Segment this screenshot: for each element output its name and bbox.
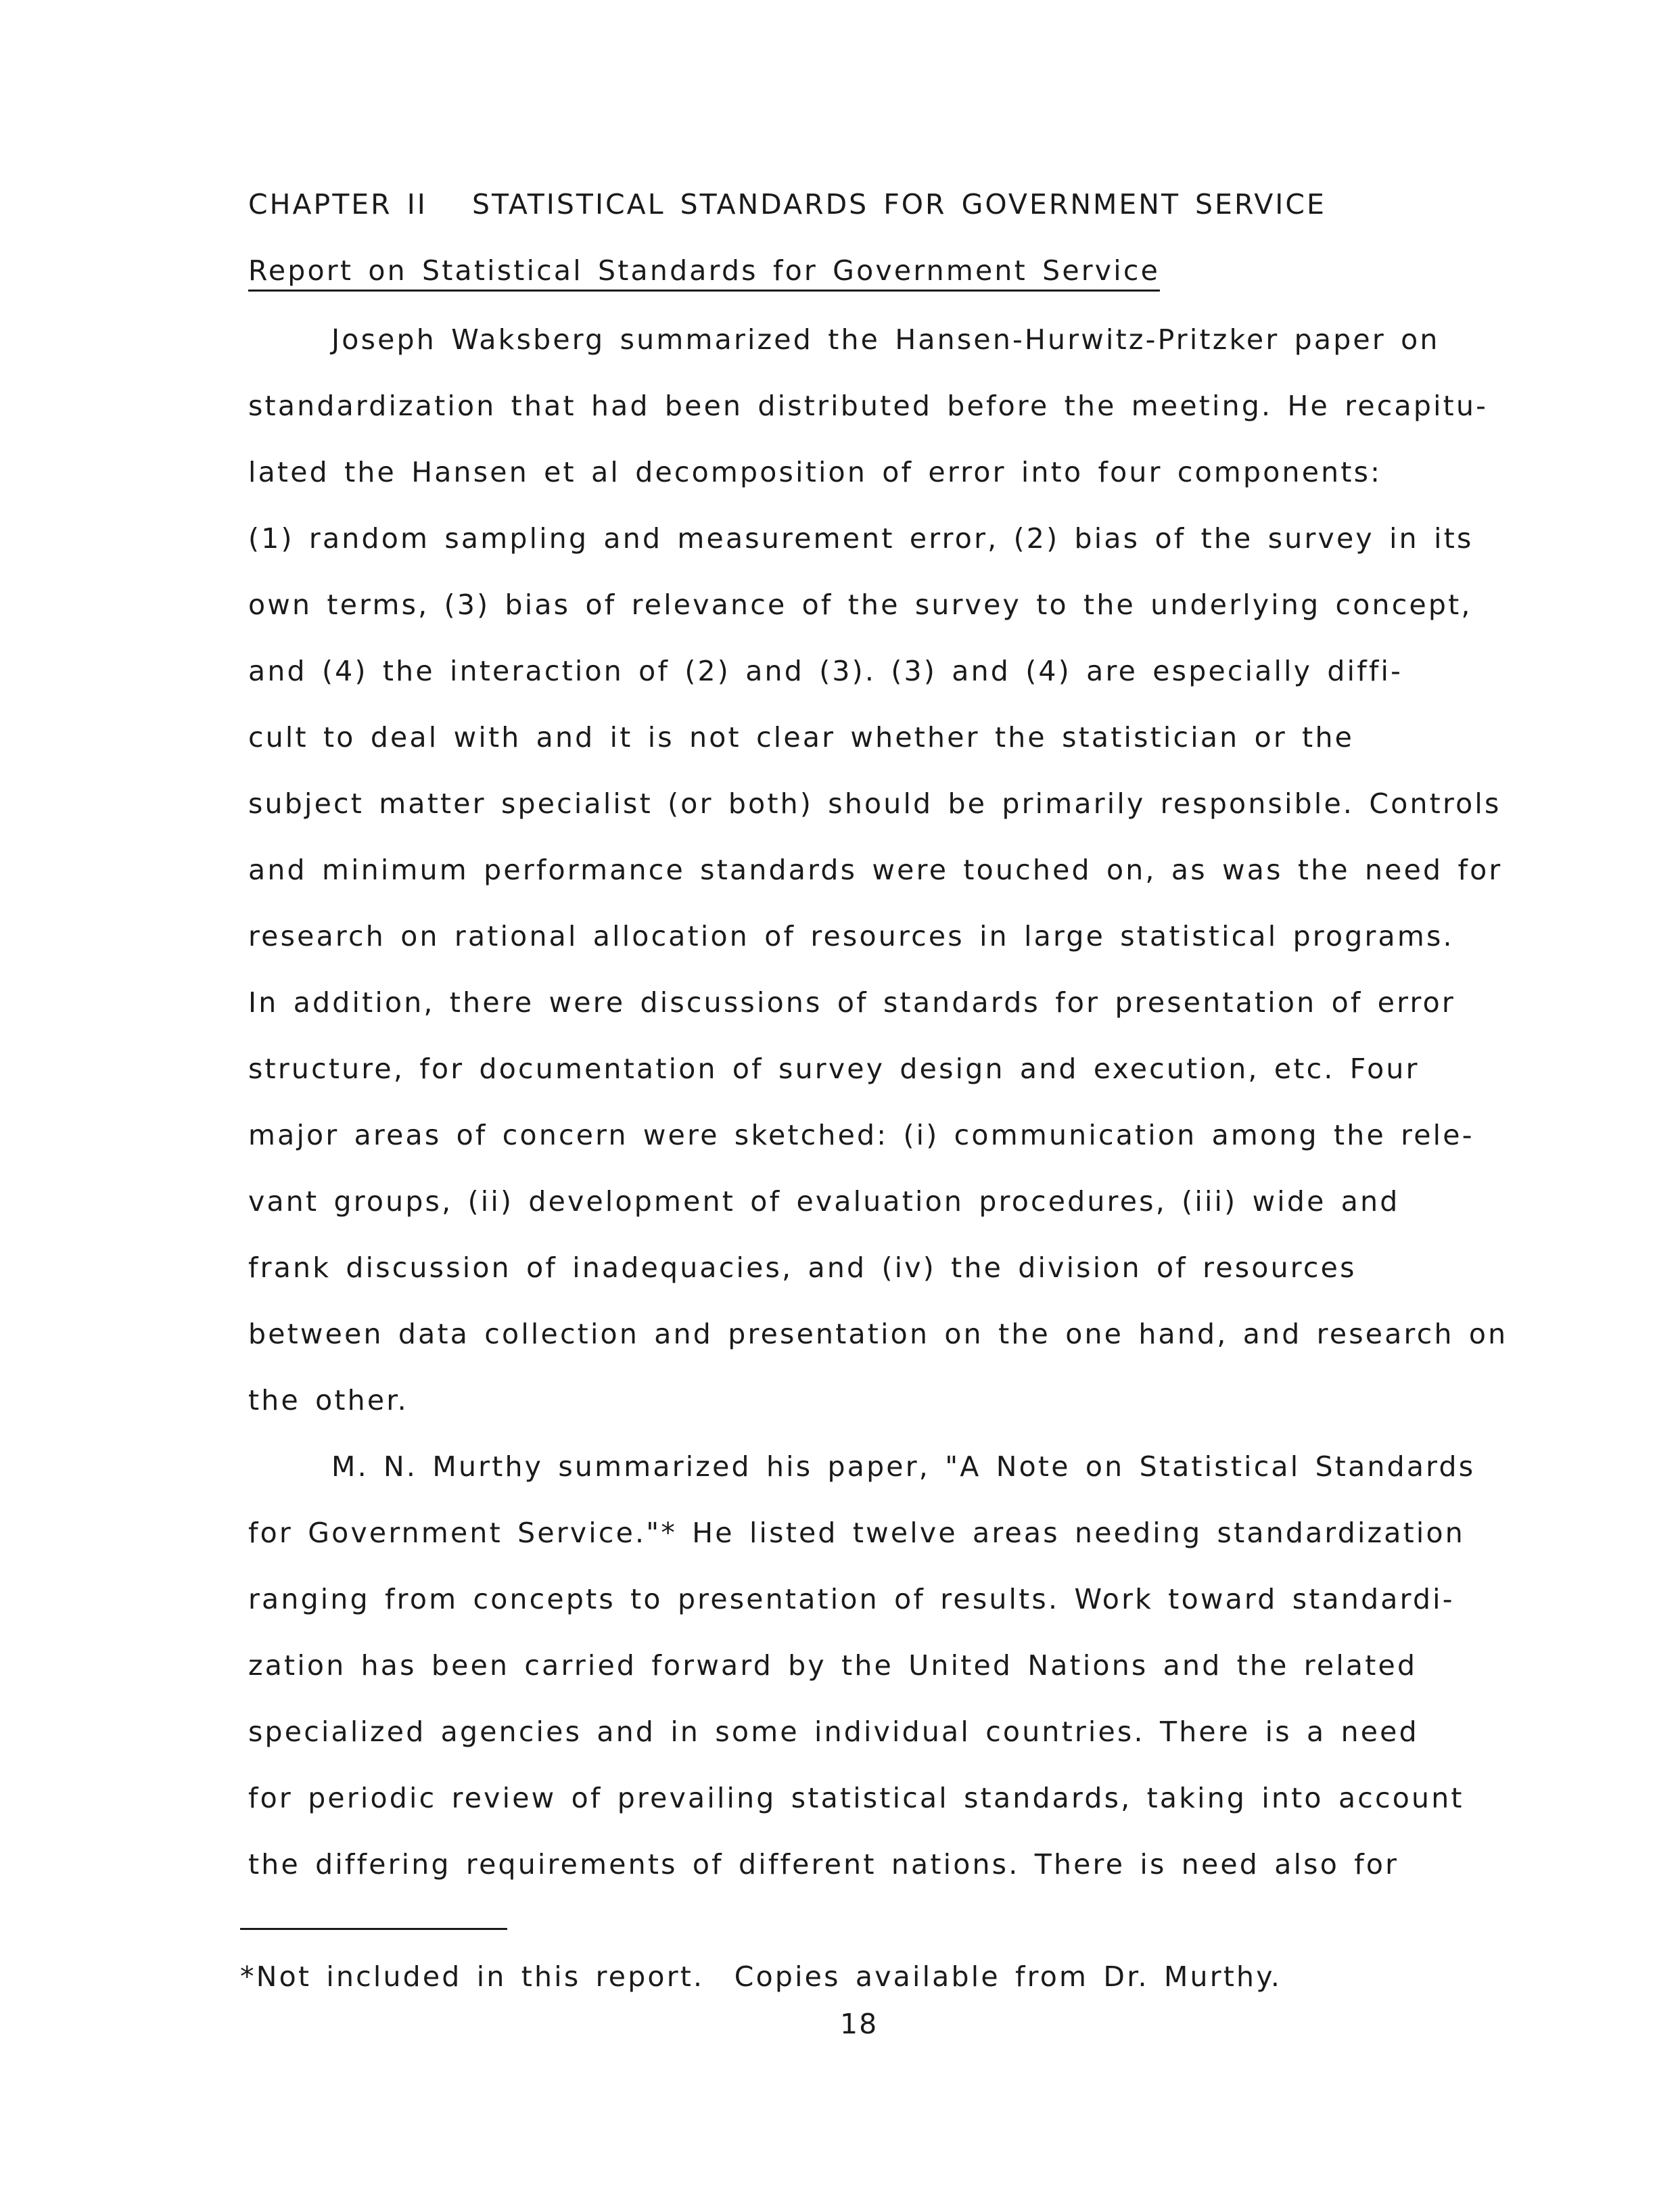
page-number: 18	[840, 2008, 879, 2040]
text-line: and (4) the interaction of (2) and (3). (3) and (4) are especially diffi-	[248, 655, 1403, 687]
chapter-heading: CHAPTER II STATISTICAL STANDARDS FOR GOVERNMENT SERVICE	[248, 188, 1326, 221]
text-line: Joseph Waksberg summarized the Hansen-Hurwitz-Pritzker paper on	[331, 323, 1440, 356]
text-line: between data collection and presentation on the one hand, and research on	[248, 1318, 1508, 1350]
text-line: own terms, (3) bias of relevance of the survey to the underlying concept,	[248, 589, 1472, 621]
text-line: lated the Hansen et al decomposition of error into four components:	[248, 456, 1382, 488]
text-line: structure, for documentation of survey design and execution, etc. Four	[248, 1053, 1420, 1085]
text-line: and minimum performance standards were touched on, as was the need for	[248, 854, 1503, 886]
text-line: In addition, there were discussions of standards for presentation of error	[248, 986, 1455, 1019]
text-line: for Government Service."* He listed twelve areas needing standardization	[248, 1517, 1465, 1549]
text-line: cult to deal with and it is not clear whether the statistician or the	[248, 721, 1355, 754]
text-line: M. N. Murthy summarized his paper, "A Note on Statistical Standards	[331, 1450, 1476, 1483]
text-line: vant groups, (ii) development of evaluation procedures, (iii) wide and	[248, 1185, 1400, 1218]
text-line: specialized agencies and in some individual countries. There is a need	[248, 1716, 1419, 1748]
text-line: major areas of concern were sketched: (i) communication among the rele-	[248, 1119, 1474, 1151]
text-line: the differing requirements of different nations. There is need also for	[248, 1848, 1399, 1881]
text-line: frank discussion of inadequacies, and (iv) the division of resources	[248, 1251, 1357, 1284]
footnote-divider	[240, 1928, 507, 1930]
text-line: research on rational allocation of resources in large statistical programs.	[248, 920, 1454, 952]
text-line: subject matter specialist (or both) should be primarily responsible. Controls	[248, 787, 1501, 820]
text-line: standardization that had been distributed before the meeting. He recapitu-	[248, 390, 1489, 422]
text-line: the other.	[248, 1384, 409, 1417]
text-line: (1) random sampling and measurement error, (2) bias of the survey in its	[248, 522, 1474, 555]
text-line: for periodic review of prevailing statistical standards, taking into account	[248, 1782, 1464, 1814]
text-line: ranging from concepts to presentation of results. Work toward standardi-	[248, 1583, 1455, 1615]
section-heading: Report on Statistical Standards for Government Service	[248, 254, 1161, 287]
footnote: *Not included in this report. Copies available from Dr. Murthy.	[240, 1960, 1282, 1993]
text-line: zation has been carried forward by the United Nations and the related	[248, 1649, 1418, 1682]
